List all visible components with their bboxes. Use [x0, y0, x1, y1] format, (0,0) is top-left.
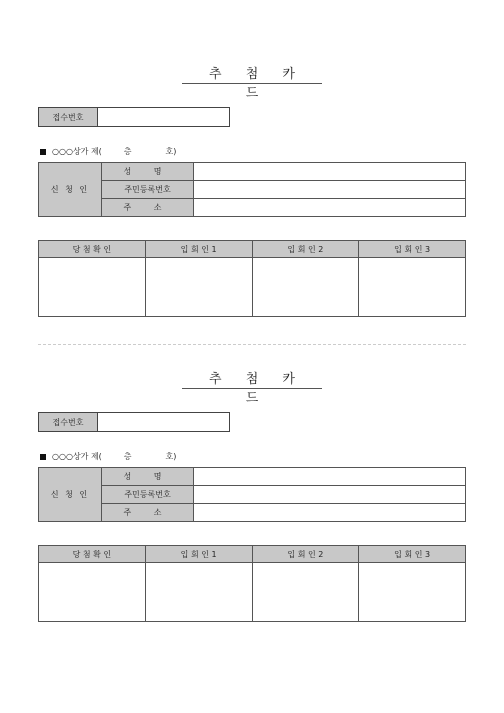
title-char: 드	[245, 86, 259, 101]
registration-number-box	[38, 107, 230, 127]
lottery-card-1	[0, 0, 504, 320]
table-row	[39, 199, 466, 217]
witness-2-header: 입 회 인 2	[252, 546, 359, 563]
title-char: 추	[209, 372, 222, 387]
witness-3-header: 입 회 인 3	[359, 241, 466, 258]
applicant-label: 신 청 인	[39, 468, 102, 522]
table-row	[39, 486, 466, 504]
card-title	[182, 368, 322, 406]
resident-number-label: 주민등록번호	[102, 181, 194, 199]
table-row	[39, 504, 466, 522]
floor-label: 층	[123, 147, 132, 156]
registration-number-box	[38, 412, 230, 432]
store-prefix: ○○○상가 제(	[52, 147, 102, 156]
unit-label: 호)	[165, 147, 177, 156]
registration-number-field[interactable]	[98, 108, 229, 126]
store-prefix: ○○○상가 제(	[52, 452, 102, 461]
title-char: 카	[282, 372, 295, 387]
address-label: 주 소	[102, 199, 194, 217]
applicant-table	[38, 162, 466, 217]
confirmation-table	[38, 545, 466, 622]
name-label: 성 명	[102, 468, 194, 486]
table-row	[39, 563, 466, 622]
witness-1-header: 입 회 인 1	[145, 546, 252, 563]
table-row	[39, 241, 466, 258]
store-unit-heading	[40, 146, 176, 157]
address-field[interactable]	[194, 504, 466, 522]
title-char: 카	[282, 67, 295, 82]
witness-1-header: 입 회 인 1	[145, 241, 252, 258]
resident-number-field[interactable]	[194, 181, 466, 199]
lottery-card-2	[0, 305, 504, 625]
witness-2-header: 입 회 인 2	[252, 241, 359, 258]
title-char: 첨	[245, 372, 259, 387]
address-label: 주 소	[102, 504, 194, 522]
unit-label: 호)	[165, 452, 177, 461]
winning-confirmation-header: 당 첨 확 인	[39, 546, 146, 563]
table-row	[39, 546, 466, 563]
applicant-label: 신 청 인	[39, 163, 102, 217]
address-field[interactable]	[194, 199, 466, 217]
name-field[interactable]	[194, 163, 466, 181]
table-row	[39, 181, 466, 199]
title-char: 첨	[245, 67, 259, 82]
winning-confirmation-header: 당 첨 확 인	[39, 241, 146, 258]
floor-label: 층	[123, 452, 132, 461]
witness-3-signature[interactable]	[359, 563, 466, 622]
store-unit-heading	[40, 451, 176, 462]
registration-number-label: 접수번호	[39, 413, 98, 431]
registration-number-label: 접수번호	[39, 108, 98, 126]
name-field[interactable]	[194, 468, 466, 486]
title-char: 드	[245, 391, 259, 406]
square-bullet-icon	[40, 149, 46, 155]
witness-3-header: 입 회 인 3	[359, 546, 466, 563]
card-title	[182, 63, 322, 101]
winning-confirmation-signature[interactable]	[39, 563, 146, 622]
square-bullet-icon	[40, 454, 46, 460]
witness-2-signature[interactable]	[252, 563, 359, 622]
title-char: 추	[209, 67, 222, 82]
resident-number-field[interactable]	[194, 486, 466, 504]
witness-1-signature[interactable]	[145, 563, 252, 622]
applicant-table	[38, 467, 466, 522]
name-label: 성 명	[102, 163, 194, 181]
resident-number-label: 주민등록번호	[102, 486, 194, 504]
table-row	[39, 468, 466, 486]
registration-number-field[interactable]	[98, 413, 229, 431]
table-row	[39, 163, 466, 181]
